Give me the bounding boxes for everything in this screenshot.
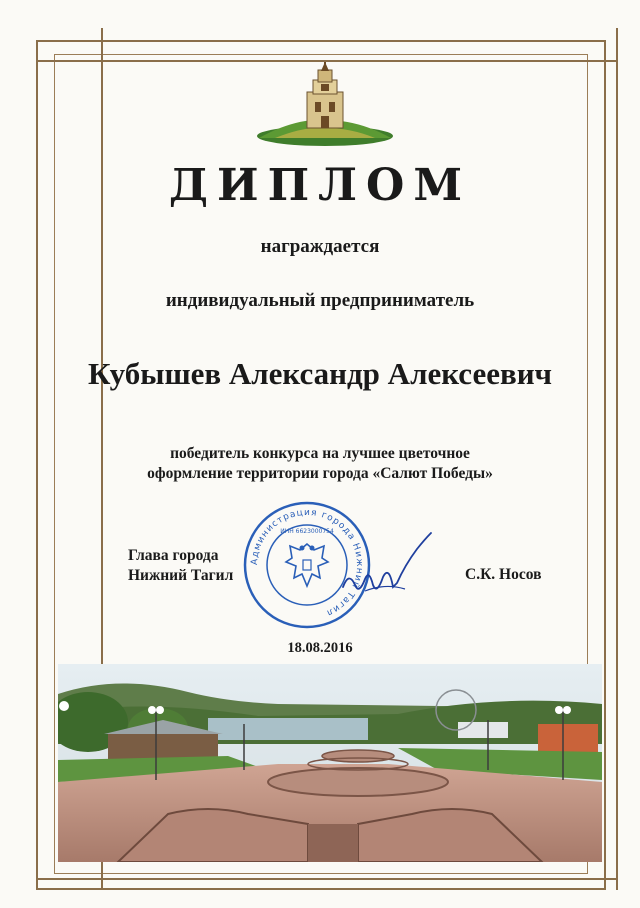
issue-date: 18.08.2016 xyxy=(287,640,353,656)
signer-title-line-2: Нижний Тагил xyxy=(128,567,234,584)
frame-horizontal-bottom xyxy=(36,878,616,880)
recipient-name: Кубышев Александр Алексеевич xyxy=(87,356,553,391)
handwritten-signature xyxy=(335,525,435,605)
seal-text: Администрация города Нижний Тагил xyxy=(249,507,365,618)
award-reason-line-2: оформление территории города «Салют Победы» xyxy=(147,465,493,482)
awarded-line: награждается xyxy=(260,236,380,257)
signer-name: С.К. Носов xyxy=(465,566,542,583)
seal-numbers: ИНН 6623000754 xyxy=(280,528,334,535)
recipient-role: индивидуальный предприниматель xyxy=(165,290,475,311)
signer-title-line-1: Глава города xyxy=(128,547,219,564)
signer-title xyxy=(128,546,233,586)
church-logo-icon xyxy=(255,62,395,148)
diploma-title: ДИПЛОМ xyxy=(168,160,472,211)
award-reason-line-1: победитель конкурса на лучшее цветочное xyxy=(170,445,470,462)
city-square-photo xyxy=(58,664,602,862)
